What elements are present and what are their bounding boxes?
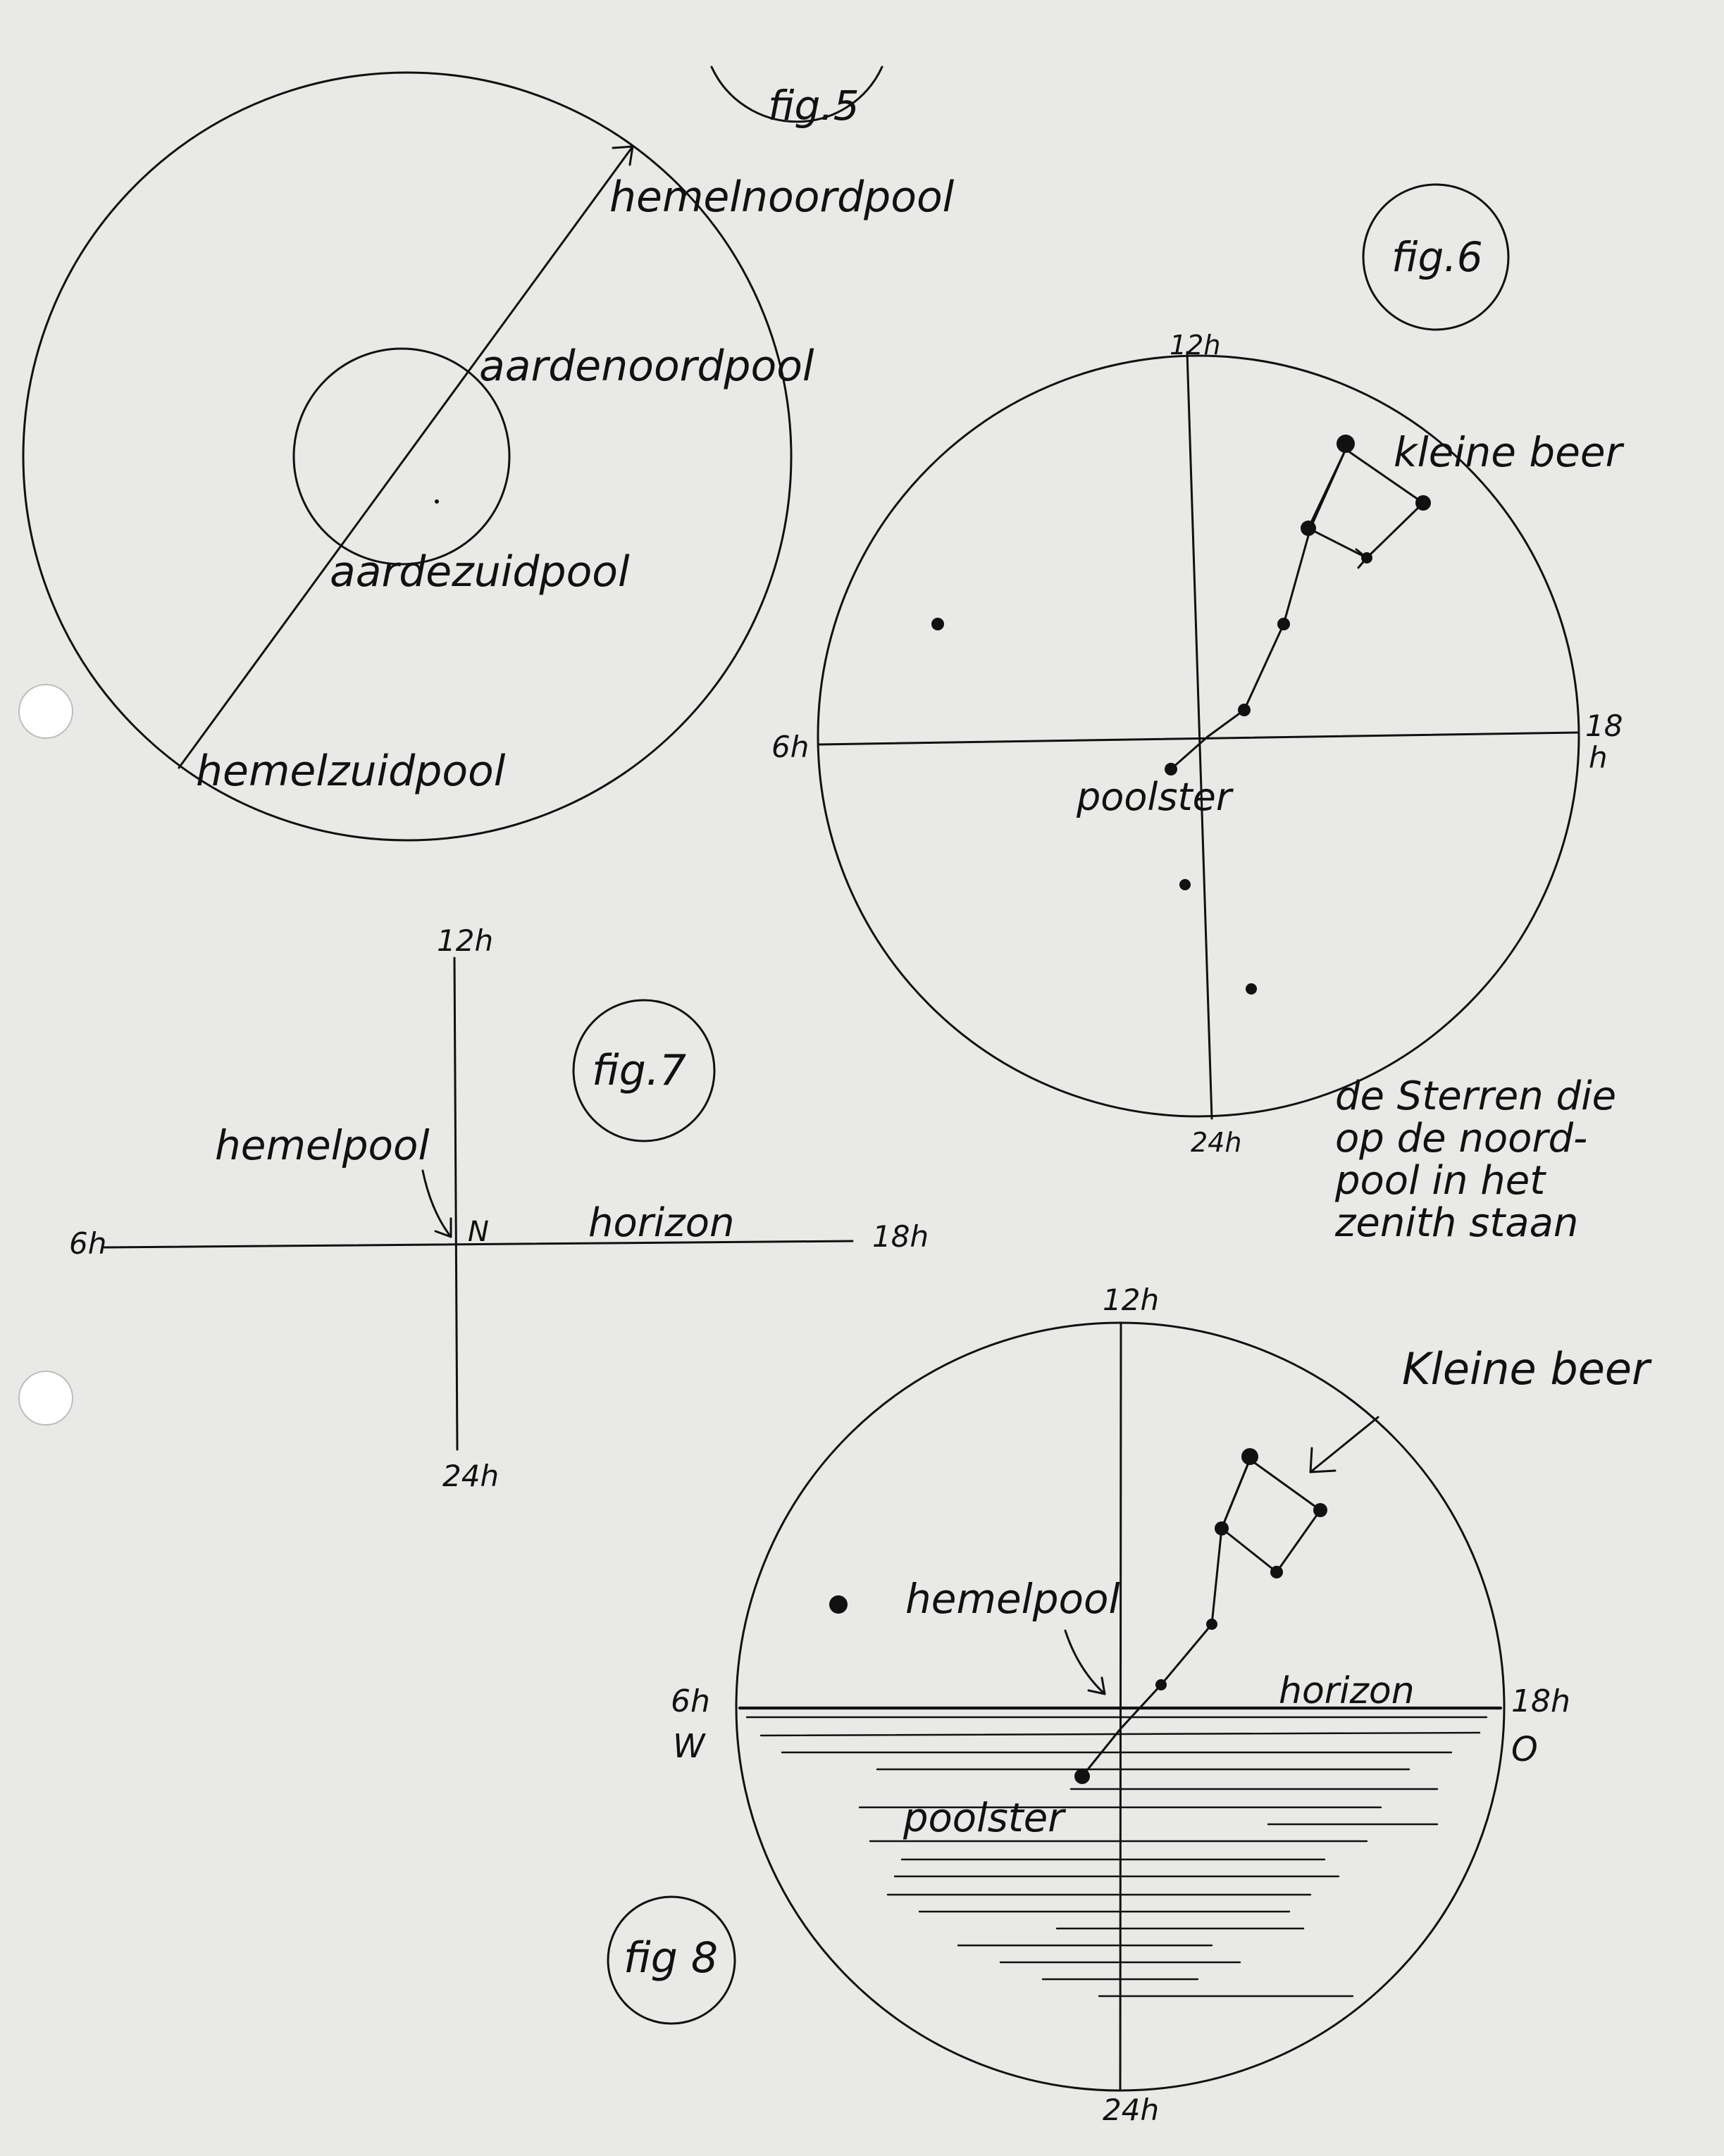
fig8-hour-18: 18h: [1511, 1683, 1570, 1719]
fig8-label-east: O: [1511, 1730, 1538, 1769]
fig7-meridian: [454, 958, 457, 1450]
star-isolated-left: [931, 618, 944, 630]
fig7-hour-24: 24h: [442, 1459, 500, 1493]
fig8-star-handle-1: [1206, 1619, 1217, 1630]
fig6-diagram: [771, 185, 1625, 1246]
fig6-hour-18: 18: [1585, 709, 1623, 743]
fig6-label-poolster: poolster: [1077, 775, 1232, 819]
fig8-pole-arrow: [1065, 1631, 1105, 1694]
star-handle-1: [1277, 618, 1290, 630]
fig8-hour-24: 24h: [1103, 2093, 1160, 2127]
star-polaris: [1165, 763, 1177, 775]
fig8-star-handle-2: [1155, 1679, 1167, 1690]
celestial-axis: [179, 147, 633, 768]
earth-circle: [294, 349, 509, 564]
fig6-label-kleine-beer: kleine beer: [1394, 428, 1623, 476]
fig8-label-west: W: [673, 1727, 705, 1765]
fig8-star-bowl-top: [1241, 1448, 1258, 1465]
fig6-caption: fig.6: [1391, 233, 1483, 281]
fig8-star-bowl-right: [1313, 1503, 1327, 1517]
label-earth-south-pole: aardezuidpool: [330, 547, 630, 597]
fig6-hour-6: 6h: [771, 730, 810, 764]
label-earth-north-pole: aardenoordpool: [479, 342, 814, 391]
star-handle-2: [1238, 704, 1251, 716]
fig7-label-horizon: horizon: [588, 1200, 735, 1246]
fig7-caption: fig.7: [592, 1046, 687, 1095]
fig8-star-polaris: [1074, 1769, 1090, 1784]
label-celestial-south-pole: hemelzuidpool: [196, 747, 506, 796]
fig6-hour-12: 12h: [1170, 330, 1221, 361]
fig7-pole-arrow: [423, 1171, 451, 1237]
little-dipper-handle: [1171, 449, 1346, 769]
star-bowl-right: [1415, 495, 1431, 511]
star-bowl-top: [1337, 435, 1355, 453]
fig8-little-dipper-bowl: [1222, 1459, 1320, 1572]
fig7-label-north: N: [468, 1216, 489, 1248]
fig7-hour-18: 18h: [872, 1219, 929, 1254]
fig8-label-horizon: horizon: [1279, 1670, 1415, 1712]
label-celestial-north-pole: hemelnoordpool: [609, 173, 955, 222]
fig8-constellation-pointer: [1310, 1417, 1378, 1472]
earth-center-dot: [435, 499, 439, 504]
fig6-hour-24: 24h: [1191, 1127, 1242, 1158]
star-lower-1: [1179, 879, 1191, 890]
binder-hole-lower: [19, 1371, 73, 1425]
fig8-star-isolated: [829, 1595, 848, 1614]
binder-hole-upper: [19, 685, 73, 738]
fig8-diagram: [608, 1283, 1652, 2127]
fig6-hour-18-suffix: h: [1589, 740, 1608, 775]
star-bowl-bottom: [1361, 552, 1372, 563]
fig8-hour-12: 12h: [1103, 1283, 1160, 1317]
fig6-note-line-3: pool in het: [1335, 1158, 1546, 1204]
fig8-ground-shading: [747, 1717, 1487, 1996]
fig6-note-line-2: op de noord-: [1335, 1116, 1588, 1161]
fig7-hour-12: 12h: [437, 923, 494, 958]
fig8-star-bowl-bottom: [1270, 1566, 1283, 1578]
fig8-caption: fig 8: [624, 1933, 719, 1983]
star-lower-2: [1246, 983, 1257, 995]
fig7-label-hemelpool: hemelpool: [215, 1121, 430, 1169]
fig8-label-kleine-beer: Kleine beer: [1402, 1343, 1650, 1395]
star-bowl-left: [1301, 521, 1316, 536]
fig8-hour-6: 6h: [671, 1683, 710, 1719]
fig5-caption: fig.5: [768, 82, 860, 130]
fig8-label-hemelpool: hemelpool: [905, 1575, 1120, 1623]
fig7-hour-6: 6h: [69, 1226, 107, 1261]
fig5-diagram: [23, 67, 955, 840]
fig8-star-bowl-left: [1215, 1521, 1229, 1535]
fig6-note-line-4: zenith staan: [1335, 1200, 1579, 1246]
fig8-label-poolster: poolster: [903, 1795, 1065, 1841]
fig7-diagram: [69, 923, 929, 1493]
fig6-note-line-1: de Sterren die: [1335, 1073, 1617, 1119]
